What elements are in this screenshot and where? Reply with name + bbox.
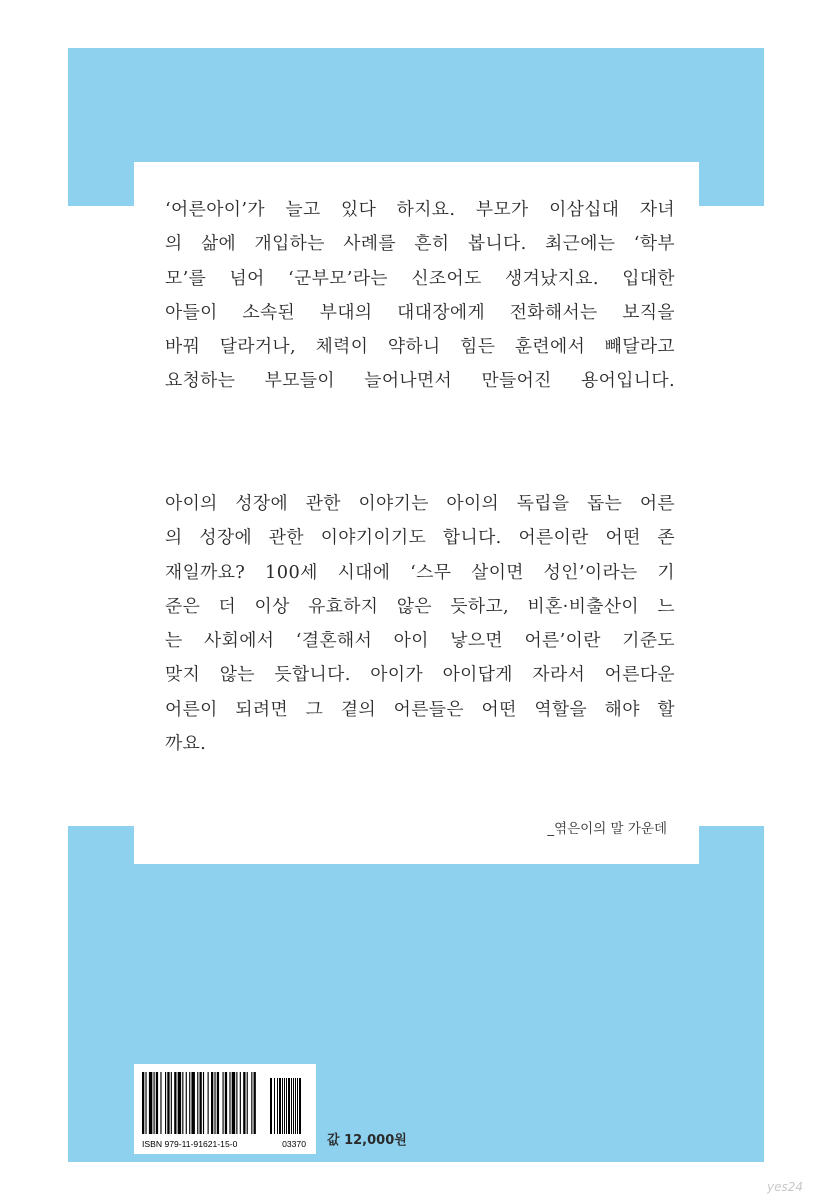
- paragraph-line: 는 사회에서 ‘결혼해서 아이 낳으면 어른’이란 기준도: [165, 630, 675, 652]
- paragraph-line: 바꿔 달라거나, 체력이 약하니 힘든 훈련에서 빼달라고: [165, 336, 675, 358]
- blue-frame-top: [68, 48, 764, 162]
- paragraph-line: 맞지 않는 듯합니다. 아이가 아이답게 자라서 어른다운: [165, 664, 675, 686]
- paragraph-line: 요청하는 부모들이 늘어나면서 만들어진 용어입니다.: [165, 370, 675, 392]
- body-paragraph-1: [165, 193, 675, 399]
- blue-frame-top-right-tab: [699, 160, 764, 206]
- watermark: yes24: [766, 1180, 803, 1194]
- body-paragraph-2: [165, 487, 675, 761]
- paragraph-line: 재일까요? 100세 시대에 ‘스무 살이면 성인’이라는 기: [165, 561, 675, 583]
- isbn-barcode: [134, 1064, 316, 1154]
- paragraph-line: 모’를 넘어 ‘군부모’라는 신조어도 생겨났지요. 입대한: [165, 267, 675, 289]
- paragraph-line: 의 삶에 개입하는 사례를 흔히 봅니다. 최근에는 ‘학부: [165, 233, 675, 255]
- paragraph-line: 아들이 소속된 부대의 대대장에게 전화해서는 보직을: [165, 301, 675, 323]
- source-attribution: _엮은이의 말 가운데: [547, 821, 667, 837]
- paragraph-line: 준은 더 이상 유효하지 않은 듯하고, 비혼·비출산이 느: [165, 595, 675, 617]
- paragraph-line: 어른이 되려면 그 곁의 어른들은 어떤 역할을 해야 할: [165, 698, 675, 720]
- isbn-number: ISBN 979-11-91621-15-0: [142, 1139, 238, 1149]
- barcode-bars: [142, 1072, 308, 1138]
- blue-frame-bottom-right-tab: [699, 826, 764, 866]
- price-label: 값 12,000원: [327, 1133, 407, 1148]
- paragraph-line: 아이의 성장에 관한 이야기는 아이의 독립을 돕는 어른: [165, 493, 675, 514]
- paragraph-line: ‘어른아이’가 늘고 있다 하지요. 부모가 이삼십대 자녀: [165, 199, 675, 220]
- paragraph-line: 의 성장에 관한 이야기이기도 합니다. 어른이란 어떤 존: [165, 527, 675, 549]
- isbn-addon-code: 03370: [282, 1139, 306, 1149]
- paragraph-line: 까요.: [165, 733, 207, 755]
- blue-frame-bottom-left-tab: [68, 826, 134, 866]
- blue-frame-top-left-tab: [68, 160, 134, 206]
